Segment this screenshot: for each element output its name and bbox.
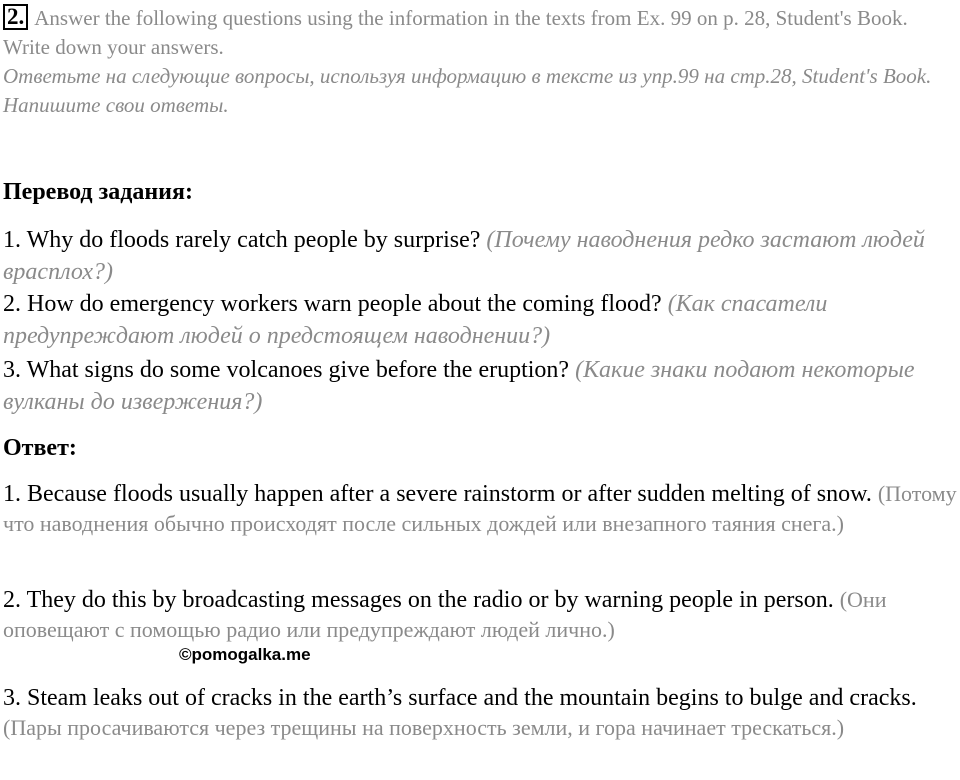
answer-3 xyxy=(3,683,960,743)
task-instruction-ru: Ответьте на следующие вопросы, используя информацию в тексте из упр.99 на стр.28, Student's Book. Напишите свои ответы. xyxy=(3,64,932,117)
question-3-ru: (Какие знаки подают некоторые вулканы до извержения?) xyxy=(3,357,915,415)
question-2-ru: (Как спасатели предупреждают людей о предстоящем наводнении?) xyxy=(3,291,828,349)
question-1-ru: (Почему наводнения редко застают людей врасплох?) xyxy=(3,227,925,285)
answer-1-ru: (Потому что наводнения обычно происходят после сильных дождей или внезапного таяния снега.) xyxy=(3,481,957,536)
translation-heading: Перевод задания: xyxy=(3,179,193,205)
answer-3-en: 3. Steam leaks out of cracks in the earth’s surface and the mountain begins to bulge and cracks. xyxy=(3,685,917,711)
question-1 xyxy=(3,224,958,288)
answer-1 xyxy=(3,479,960,539)
task-number-box: 2. xyxy=(3,4,28,30)
question-3 xyxy=(3,354,958,418)
question-3-en: 3. What signs do some volcanoes give before the eruption? xyxy=(3,357,570,383)
answer-2-ru: (Они оповещают с помощью радио или предупреждают людей лично.) xyxy=(3,587,887,642)
task-header xyxy=(3,4,953,120)
answer-3-ru: (Пары просачиваются через трещины на поверхность земли, и гора начинает трескаться.) xyxy=(3,715,845,740)
watermark: ©pomogalka.me xyxy=(179,645,311,664)
question-2 xyxy=(3,288,958,352)
question-2-en: 2. How do emergency workers warn people about the coming flood? xyxy=(3,291,662,317)
answer-2 xyxy=(3,585,960,645)
answer-2-en: 2. They do this by broadcasting messages on the radio or by warning people in person. xyxy=(3,587,834,613)
answer-1-en: 1. Because floods usually happen after a severe rainstorm or after sudden melting of snow. xyxy=(3,481,872,507)
task-instruction-en: Answer the following questions using the information in the texts from Ex. 99 on p. 28, Student's Book. Write down your answers. xyxy=(3,6,908,59)
question-1-en: 1. Why do floods rarely catch people by surprise? xyxy=(3,227,481,253)
answer-heading: Ответ: xyxy=(3,435,77,461)
